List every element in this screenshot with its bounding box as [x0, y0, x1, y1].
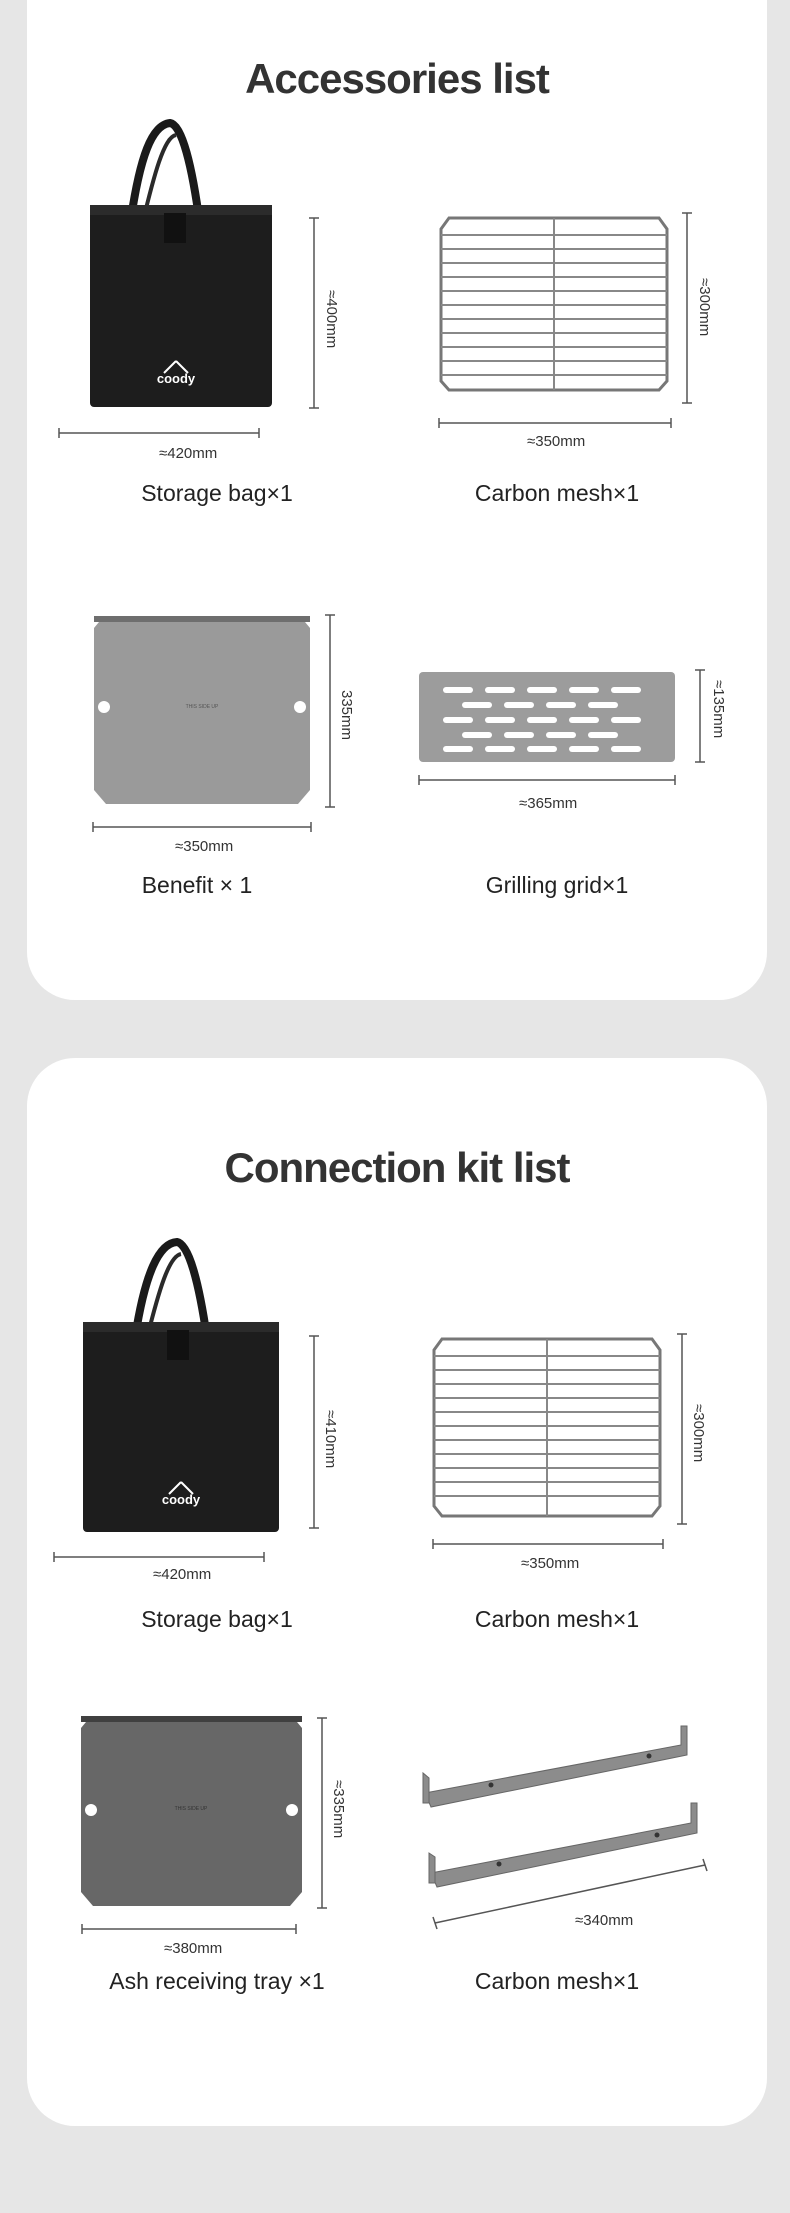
accessories-title: Accessories list [245, 55, 549, 102]
carbon-mesh-image [439, 213, 669, 393]
width-dimension-line [59, 428, 259, 438]
benefit-height: 335mm [338, 690, 355, 741]
storage-bag-label: Storage bag×1 [141, 480, 293, 506]
benefit-plate-image [92, 610, 312, 808]
accessories-card [27, 0, 767, 1000]
ash-tray-image [79, 1710, 304, 1910]
carbon-mesh-height: ≈300mm [696, 278, 713, 337]
height-dimension-line [682, 213, 692, 403]
storage-bag-height: ≈400mm [323, 290, 340, 349]
height-dimension-line [309, 218, 319, 408]
ash-tray-width: ≈380mm [164, 1940, 223, 1957]
width-dimension-line [93, 822, 311, 832]
width-dimension-line [419, 775, 675, 785]
storage-bag-width: ≈420mm [159, 445, 218, 462]
connection-rails-image [419, 1723, 739, 1943]
height-dimension-line [677, 1334, 687, 1524]
height-dimension-line [695, 670, 705, 762]
height-dimension-line [325, 615, 335, 807]
height-dimension-line [317, 1718, 327, 1908]
connection-rails-label: Carbon mesh×1 [474, 1968, 640, 1994]
carbon-mesh-image [432, 1334, 662, 1519]
ash-tray-height: ≈335mm [330, 1780, 347, 1839]
this-side-up-stamp: THIS SIDE UP [174, 1806, 208, 1812]
grilling-grid-label: Grilling grid×1 [485, 872, 629, 898]
coody-logo: coody [156, 371, 196, 386]
coody-logo: coody [161, 1492, 201, 1507]
this-side-up-stamp: THIS SIDE UP [185, 704, 219, 710]
connection-rails-width: ≈340mm [575, 1912, 634, 1929]
ash-tray-label: Ash receiving tray ×1 [109, 1968, 325, 1994]
grilling-grid-height: ≈135mm [710, 680, 727, 739]
benefit-width: ≈350mm [175, 838, 234, 855]
benefit-label: Benefit × 1 [141, 872, 253, 898]
width-dimension-line [439, 418, 671, 428]
grilling-grid-image [417, 670, 679, 765]
connection-kit-title: Connection kit list [224, 1144, 570, 1191]
carbon-mesh-height: ≈300mm [690, 1404, 707, 1463]
height-dimension-line [309, 1336, 319, 1528]
width-dimension-line [82, 1924, 296, 1934]
carbon-mesh-label: Carbon mesh×1 [474, 480, 640, 506]
width-dimension-line [54, 1552, 264, 1562]
grilling-grid-width: ≈365mm [519, 795, 578, 812]
carbon-mesh-label: Carbon mesh×1 [474, 1606, 640, 1632]
storage-bag-image [77, 1238, 287, 1548]
storage-bag-width: ≈420mm [153, 1566, 212, 1583]
storage-bag-label: Storage bag×1 [141, 1606, 293, 1632]
width-dimension-line [433, 1539, 663, 1549]
carbon-mesh-width: ≈350mm [527, 433, 586, 450]
storage-bag-image [82, 115, 282, 425]
storage-bag-height: ≈410mm [322, 1410, 339, 1469]
carbon-mesh-width: ≈350mm [521, 1555, 580, 1572]
connection-kit-card [27, 1058, 767, 2126]
